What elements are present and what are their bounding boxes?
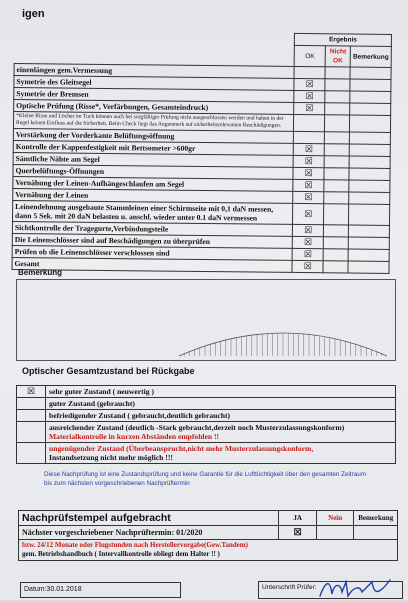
ok-checkbox[interactable] [294,131,325,143]
ok-checkbox[interactable]: ☒ [293,191,324,203]
next-inspection-checkbox[interactable]: ☒ [279,526,316,540]
ok-checkbox[interactable]: ☒ [294,90,325,102]
remark-cell[interactable] [349,168,390,180]
section-heading: igen [22,8,45,20]
interval-note: bzw. 24/12 Monate oder Flugstunden nach Herstellervorgabe(Gew.Tandem) [22,541,248,549]
not-ok-cell[interactable] [323,249,348,261]
not-ok-cell[interactable] [324,180,349,192]
checklist-item-text: Vernähung der Leinen-Aufhängeschlaufen am Segel [13,176,293,191]
remark-cell[interactable] [350,91,391,103]
date-field: Datum:30.01.2018 [20,582,181,598]
nein-header: Nein [316,511,353,526]
ok-checkbox[interactable]: ☒ [293,143,324,155]
condition-warning: Materialkontrolle in kurzen Abständen empfohlen !! [49,432,220,441]
condition-label [46,410,396,422]
ok-checkbox[interactable]: ☒ [293,203,324,224]
condition-checkbox[interactable]: ☒ [17,386,46,398]
ok-checkbox[interactable]: ☒ [292,260,323,272]
checklist-item-text: Sämtliche Nähte am Segel [13,152,293,167]
condition-label [46,422,396,443]
not-ok-cell[interactable] [324,225,349,237]
condition-label [46,443,396,464]
not-ok-cell[interactable] [325,91,350,103]
checklist-item-text: *Kleine Risse und Löcher im Tuch können auch bei sorgfältiger Prüfung nicht ausgeschlossen werden und haben in der Regel keinen Einfluss auf die Sicherheit. Beim Check liegt das Augenmerk auf sicherheitsrelevanten Beschädigungen. [13,112,293,132]
condition-checkbox[interactable] [17,410,46,422]
checklist-item-text: Symetrie des Gleitsegel [14,76,294,91]
condition-option [17,443,396,464]
remark-cell[interactable] [349,156,390,168]
remark-label: Bemerkung [18,268,63,277]
overall-condition-title: Optischer Gesamtzustand bei Rückgabe [22,366,195,376]
manual-note: gem. Betriebshandbuch ( Intervallkontrolle obliegt dem Halter !! ) [22,550,220,558]
ok-checkbox[interactable]: ☒ [294,102,325,114]
condition-checkbox[interactable] [17,398,46,410]
checklist-table [11,30,391,274]
not-ok-cell[interactable] [325,103,350,115]
checklist-item-text: Prüfen ob die Leinenschlösser verschlossen sind [12,245,292,260]
remark-cell[interactable] [348,249,389,261]
remark-cell[interactable] [350,103,391,115]
stamp-table [18,510,398,561]
canopy-sketch [177,316,389,358]
checklist-item-text: Symetrie der Bremsen [14,88,294,103]
ok-checkbox[interactable]: ☒ [292,236,323,248]
condition-option [17,422,396,443]
condition-text: sehr guter Zustand ( neuwertig ) [49,387,154,396]
handwritten-signature [316,576,396,602]
ok-checkbox[interactable]: ☒ [293,224,324,236]
ok-checkbox[interactable] [294,114,325,131]
remark-cell[interactable] [350,132,391,144]
remark-cell[interactable] [348,261,389,273]
not-ok-cell[interactable] [324,168,349,180]
remark-header: Bemerkung [350,46,391,67]
ok-checkbox[interactable]: ☒ [293,167,324,179]
ok-checkbox[interactable] [294,66,325,78]
checklist-item-text: Verstärkung der Vorderkante Belüftungsöffnung [13,128,293,143]
remark-cell[interactable] [349,144,390,156]
checklist-row [12,257,389,273]
signature-label: Unterschrift Prüfer: [262,584,317,591]
remark-box [16,279,396,361]
not-ok-cell[interactable] [325,79,350,91]
condition-checkbox[interactable] [17,443,46,464]
condition-checkbox[interactable] [17,422,46,443]
ok-checkbox[interactable]: ☒ [294,78,325,90]
checklist-item-text: Querbelüftungs-Öffnungen [13,164,293,179]
condition-option [17,398,396,410]
remark-cell[interactable] [350,79,391,91]
remark-cell[interactable] [349,192,390,204]
remark-cell[interactable] [349,180,390,192]
ok-checkbox[interactable]: ☒ [293,179,324,191]
ok-checkbox[interactable]: ☒ [293,155,324,167]
ok-header: OK [294,45,325,66]
not-ok-cell[interactable] [324,204,349,225]
condition-text: Instandsetzung nicht mehr möglich !!! [49,453,173,462]
remark-cell[interactable] [350,67,391,79]
condition-warning: ungenügender Zustand (Überbeansprucht,nicht mehr Musterzulassungskonform, [49,444,314,453]
condition-label [46,398,396,410]
checklist-item-text: Die Leinenschlösser sind auf Beschädigungen zu überprüfen [12,233,292,248]
checklist-item-text: einenlängen gem.Vermessung [14,64,294,79]
condition-text: guter Zustand (gebraucht) [49,399,135,408]
not-ok-cell[interactable] [325,132,350,144]
remark-cell[interactable] [349,225,390,237]
stamp-title: Nachprüfstempel aufgebracht [19,511,279,526]
disclaimer-note: Diese Nachprüfung ist eine Zustandsprüfung und keine Garantie für die Lufttüchtigkeit über den gesamten Zeitraum bis zum nächsten vorgeschriebenen Nachprüftermin [44,471,367,487]
not-ok-cell[interactable] [325,115,350,132]
checklist-item-text: Gesamt [12,257,292,272]
not-ok-cell[interactable] [323,237,348,249]
overall-condition-table [16,385,396,464]
not-ok-cell[interactable] [324,192,349,204]
not-ok-cell[interactable] [324,144,349,156]
condition-text: ausreichender Zustand (deutlich -Stark gebraucht,derzeit noch Musterzulassungskonform) [49,423,345,432]
not-ok-header: Nicht OK [325,46,350,67]
ja-header: JA [279,511,316,526]
not-ok-cell[interactable] [325,67,350,79]
condition-option [17,410,396,422]
checklist-item-text: Optische Prüfung (Risse*, Verfärbungen, Gesamteindruck) [14,100,294,115]
ok-checkbox[interactable]: ☒ [292,248,323,260]
condition-text: befriedigender Zustand ( gebraucht,deutlich gebraucht) [49,411,231,420]
result-header: Ergebnis [295,33,392,46]
remark-cell[interactable] [348,237,389,249]
checklist-item-text: Leinendehnung ausgebaute Stammleinen einer Schirmseite mit 0,1 daN messen, dann 5 Sek. mit 20 daN belasten u. anschl. wieder unter 0.1 daN vermessen [12,200,292,224]
checklist-item-text: Kontrolle der Kappenfestigkeit mit Bettsometer >600gr [13,140,293,155]
stamp-remark-header: Bemerkung [354,511,398,526]
condition-option [17,386,396,398]
checklist-item-text: Vernähung der Leinen [13,188,293,203]
not-ok-cell[interactable] [324,156,349,168]
remark-cell[interactable] [349,204,390,225]
condition-label [46,386,396,398]
checklist-item-text: Sichtkontrolle der Tragegurte,Verbindungsteile [12,221,292,236]
not-ok-cell[interactable] [323,261,348,273]
remark-cell[interactable] [350,115,391,132]
next-inspection-date: Nächster vorgeschriebener Nachprüftermin: 01/2020 [19,526,279,540]
